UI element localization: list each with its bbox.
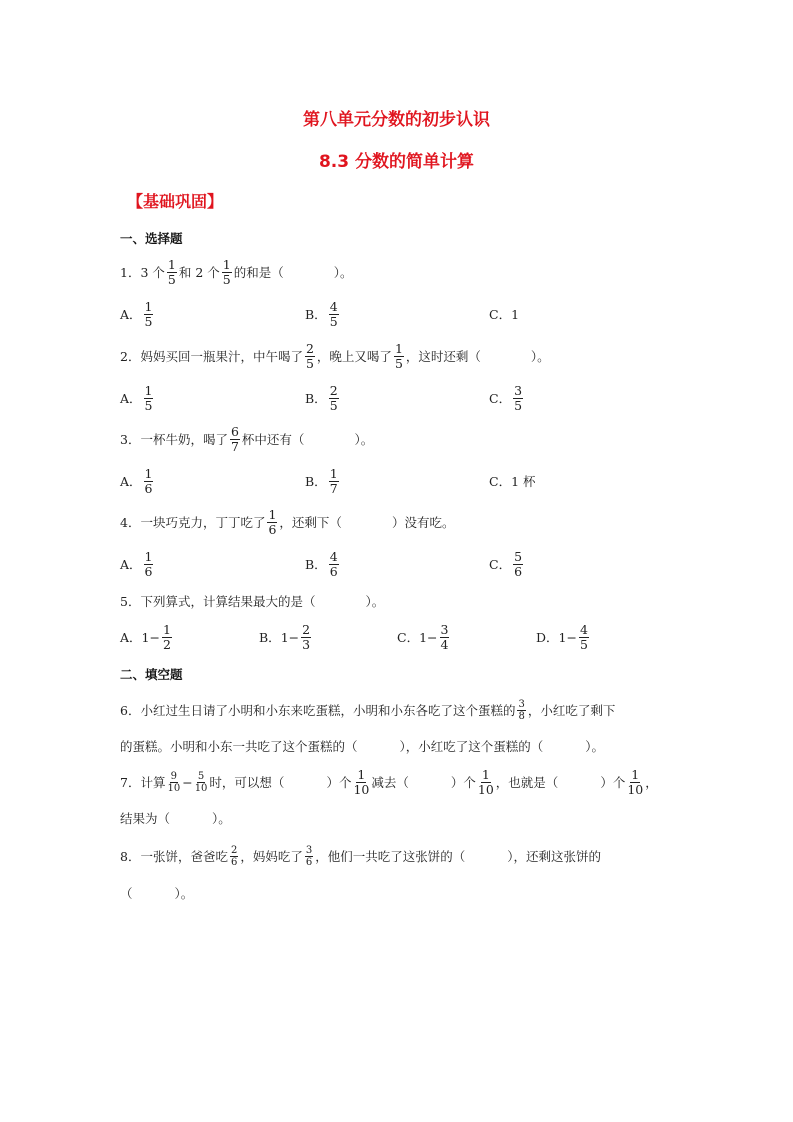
section-choice-heading: 一、选择题 [120,231,183,246]
q4-option-b[interactable]: B． $\frac{4}{6}$ [305,548,338,579]
q5-option-b[interactable]: B． 1− $\frac{2}{3}$ [259,621,311,652]
question-4: 4． 一块巧克力，丁丁吃了 $\frac{1}{6}$ ，还剩下（ ）没有吃。 [120,506,455,537]
question-7-line-1: 7． 计算 $\frac{9}{10}$ − $\frac{5}{10}$ 时，可以想（ ）个 $\frac{1}{10}$ 减去（ ）个 $\frac{1}{10}$ ，也就是（ ）个 $\frac{1}{10}$ ， [120,766,658,797]
q5-option-a[interactable]: A． 1− $\frac{1}{2}$ [120,621,171,652]
q1-option-a[interactable]: A． $\frac{1}{5}$ [120,298,153,329]
q1-option-c[interactable]: C． 1 [489,306,520,322]
question-1: 1． 3 个 $\frac{1}{5}$ 和 2 个 $\frac{1}{5}$ 的和是（ ）。 [120,256,353,287]
q4-option-c[interactable]: C． $\frac{5}{6}$ [489,548,523,579]
q4-option-a[interactable]: A． $\frac{1}{6}$ [120,548,153,579]
q3-option-a[interactable]: A． $\frac{1}{6}$ [120,465,153,496]
q3-option-b[interactable]: B． $\frac{1}{7}$ [305,465,338,496]
q3-option-c[interactable]: C． 1 杯 [489,474,536,489]
question-5: 5． 下列算式，计算结果最大的是（ ）。 [120,594,385,609]
q2-option-a[interactable]: A． $\frac{1}{5}$ [120,382,153,413]
question-8-line-2: （ ）。 [120,886,194,901]
q5-option-c[interactable]: C． 1− $\frac{3}{4}$ [397,621,449,652]
fraction: $\frac{1}{5}$ [222,256,231,287]
question-3: 3． 一杯牛奶，喝了 $\frac{6}{7}$ 杯中还有（ ）。 [120,423,374,454]
fraction: $\frac{1}{5}$ [167,256,176,287]
question-6-line-1: 6． 小红过生日请了小明和小东来吃蛋糕，小明和小东各吃了这个蛋糕的 $\frac{3}{8}$ ，小红吃了剩下 [120,698,616,722]
q5-option-d[interactable]: D． 1− $\frac{4}{5}$ [536,621,588,652]
section-fill-heading: 二、填空题 [120,667,183,682]
lesson-title: 8.3 分数的简单计算 [318,152,475,172]
question-8-line-1: 8． 一张饼，爸爸吃 $\frac{2}{6}$ ，妈妈吃了 $\frac{3}{6}$ ，他们一共吃了这张饼的（ ），还剩这张饼的 [120,844,602,868]
section-tag: 【基础巩固】 [127,192,224,211]
question-7-line-2: 结果为（ ）。 [120,811,231,826]
unit-title: 第八单元分数的初步认识 [303,110,490,130]
q2-option-c[interactable]: C． $\frac{3}{5}$ [489,382,523,413]
question-6-line-2: 的蛋糕。小明和小东一共吃了这个蛋糕的（ ），小红吃了这个蛋糕的（ ）。 [120,739,605,754]
q2-option-b[interactable]: B． $\frac{2}{5}$ [305,382,338,413]
question-2: 2． 妈妈买回一瓶果汁，中午喝了 $\frac{2}{5}$ ，晚上又喝了 $\frac{1}{5}$ ，这时还剩（ ）。 [120,340,550,371]
q1-option-b[interactable]: B． $\frac{4}{5}$ [305,298,338,329]
